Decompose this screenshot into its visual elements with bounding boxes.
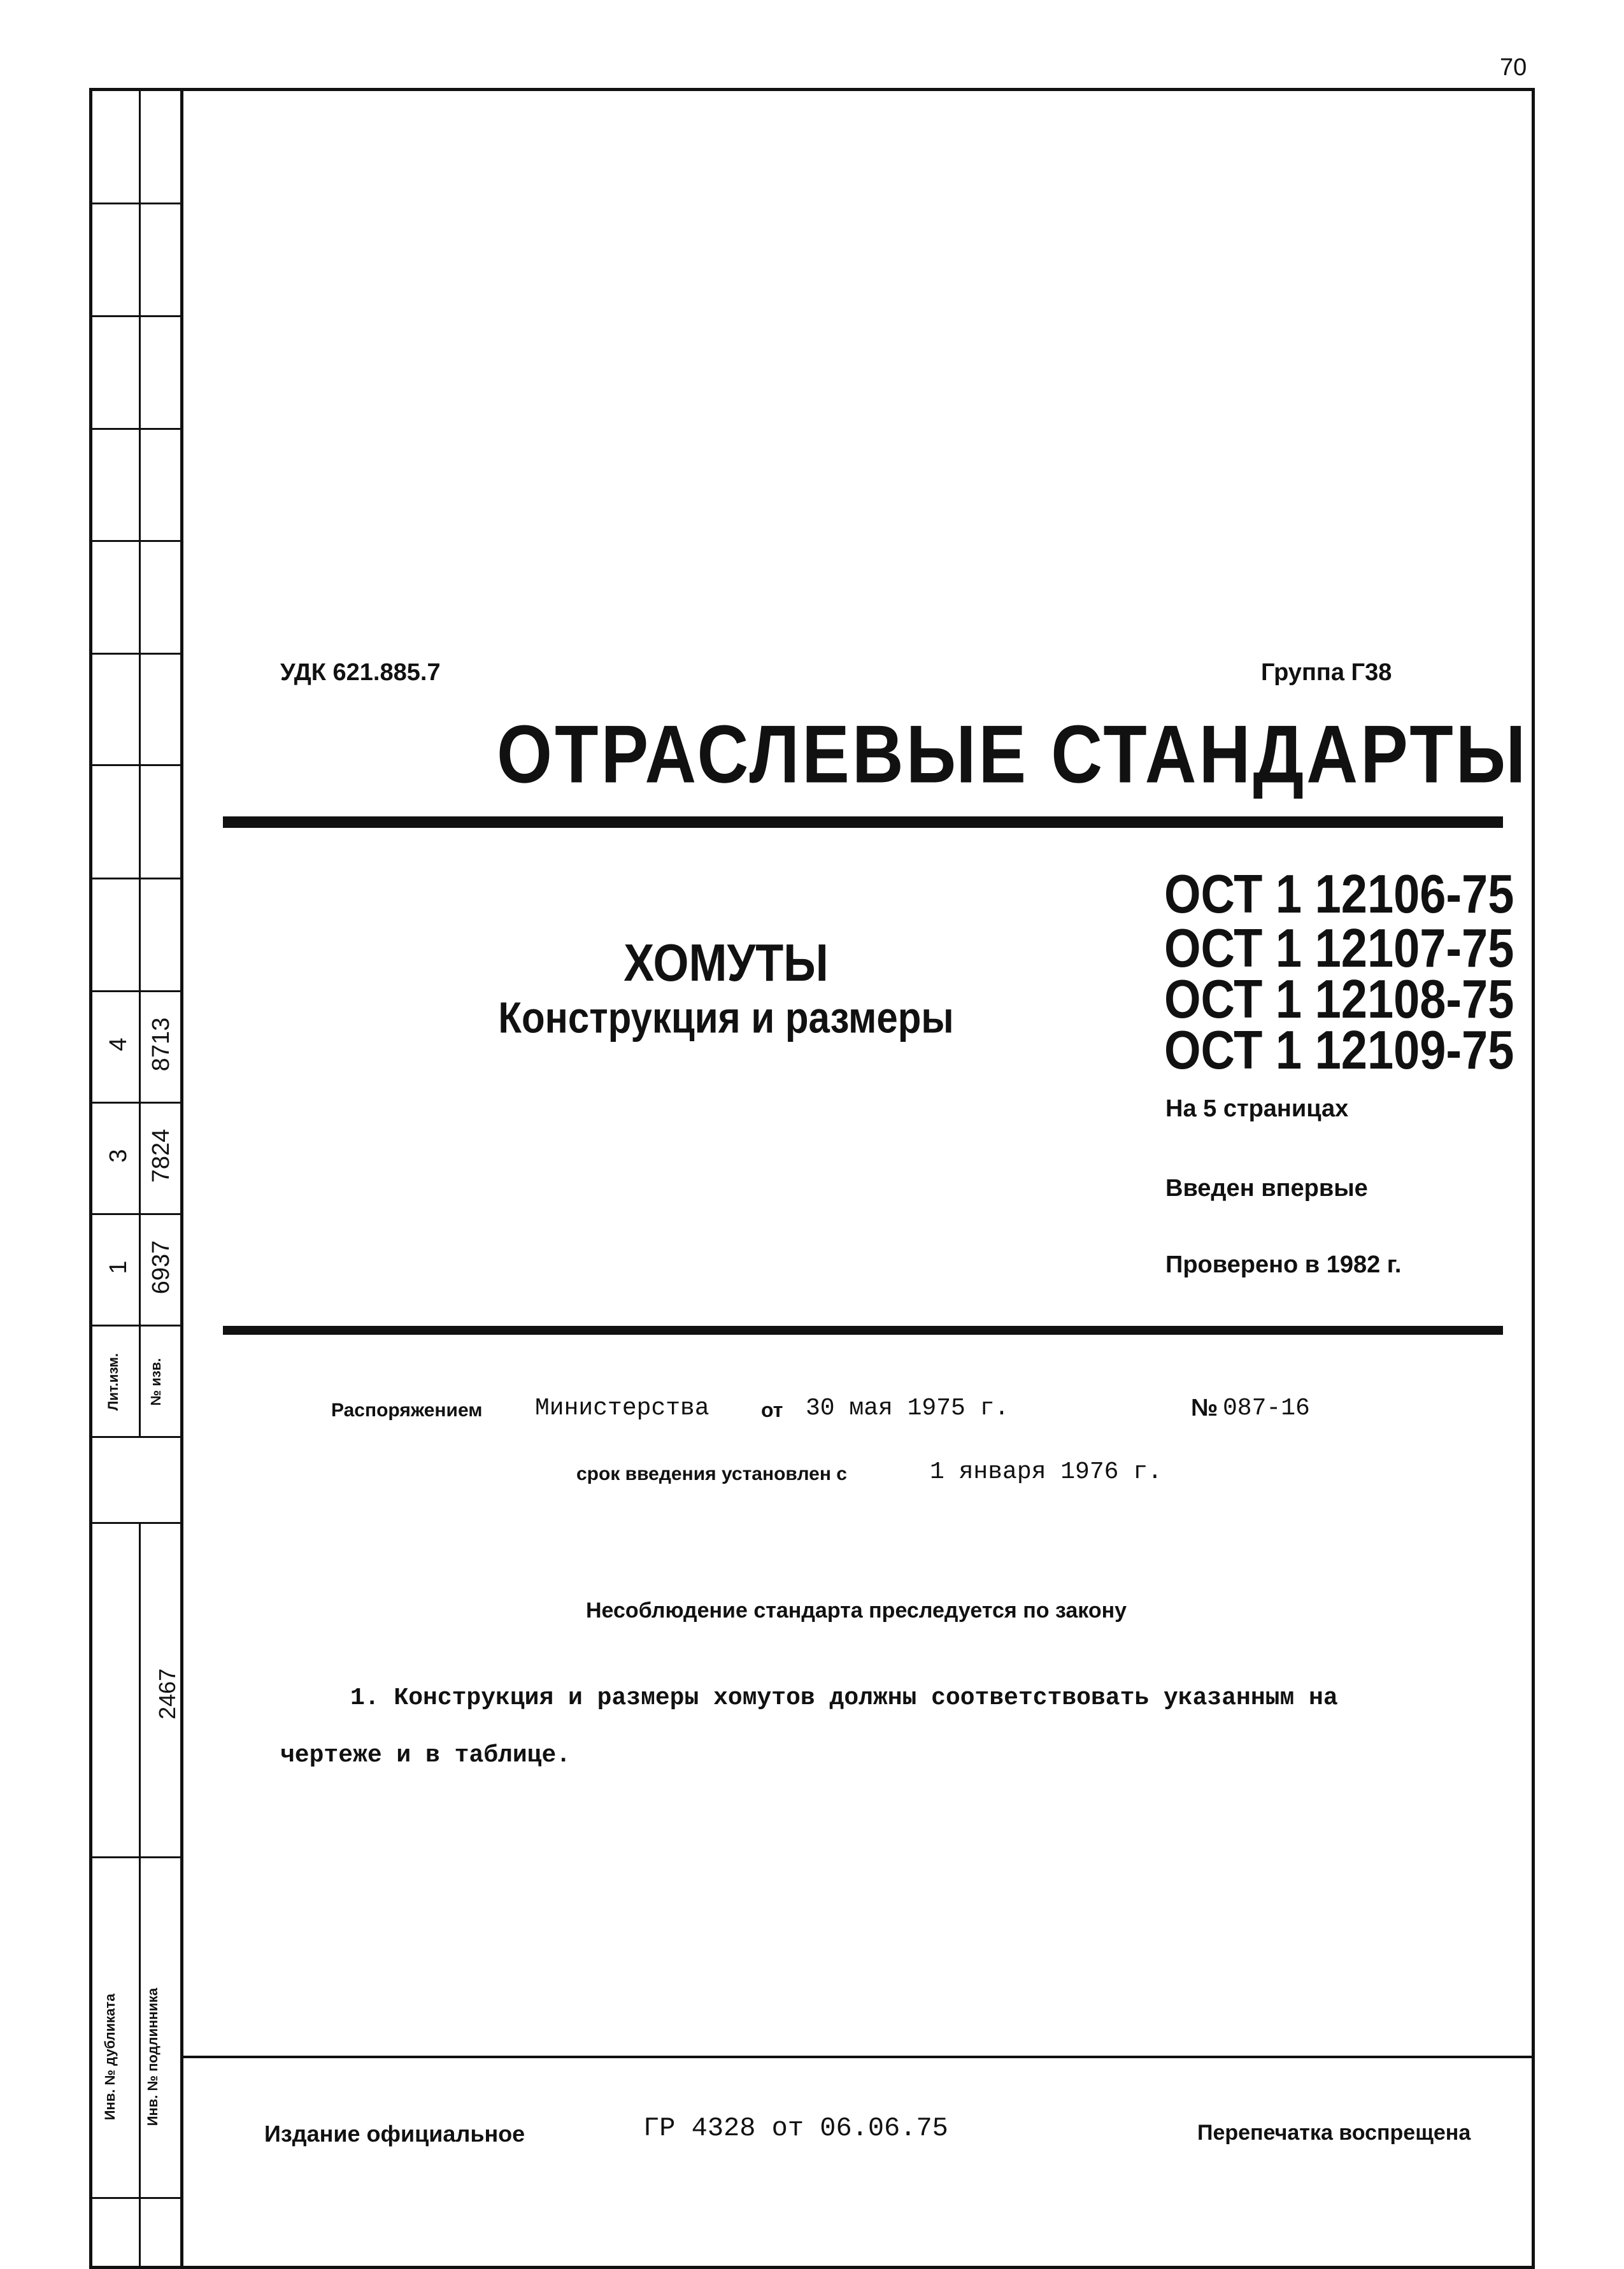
side-cell-line (89, 2197, 182, 2199)
footer-registration: ГР 4328 от 06.06.75 (643, 2113, 948, 2144)
main-title: ОТРАСЛЕВЫЕ СТАНДАРТЫ (497, 708, 1528, 800)
standard-number: ОСТ 1 12109-75 (1164, 1020, 1514, 1081)
order-number: 087-16 (1223, 1395, 1310, 1422)
side-label-inv-podlinnika: Инв. № подлинника (145, 1988, 160, 2126)
side-lit-3: 3 (105, 1149, 132, 1163)
side-inv-number: 2467 (154, 1668, 180, 1720)
side-cell-line (89, 1325, 182, 1327)
order-prefix: Распоряжением (331, 1400, 483, 1421)
standard-number: ОСТ 1 12107-75 (1164, 918, 1514, 979)
side-label-inv-dublikata: Инв. № дубликата (102, 1993, 118, 2121)
side-lit-1: 1 (105, 1260, 132, 1274)
side-lit-4: 4 (105, 1037, 132, 1051)
side-cell-line (89, 764, 182, 766)
legal-warning: Несоблюдение стандарта преследуется по закону (586, 1598, 1127, 1623)
side-cell-line (89, 990, 182, 992)
side-label-lit-izm: Лит.изм. (105, 1353, 121, 1411)
side-izv-6937: 6937 (148, 1240, 175, 1295)
udk-code: УДК 621.885.7 (280, 659, 441, 686)
pages-count: На 5 страницах (1165, 1095, 1349, 1122)
side-strip-divider (139, 88, 141, 1438)
separator-rule (223, 1326, 1503, 1335)
footer-reprint-notice: Перепечатка воспрещена (1197, 2121, 1471, 2145)
document-subtitle: Конструкция и размеры (498, 993, 954, 1042)
document-title: ХОМУТЫ (623, 934, 829, 993)
page-number: 70 (1500, 54, 1527, 81)
side-izv-7824: 7824 (148, 1128, 175, 1183)
side-cell-line (89, 1213, 182, 1215)
side-cell-line (89, 315, 182, 317)
order-number-label: № (1191, 1395, 1218, 1421)
side-cell-line (89, 1522, 182, 1524)
side-cell-line (89, 653, 182, 655)
order-authority: Министерства (535, 1395, 709, 1422)
side-strip-border (180, 88, 183, 2269)
side-cell-line (89, 1856, 182, 1858)
footer-edition: Издание официальное (264, 2121, 525, 2147)
checked-note: Проверено в 1982 г. (1165, 1251, 1402, 1278)
footer-rule (183, 2056, 1535, 2058)
order-date: 30 мая 1975 г. (806, 1395, 1009, 1422)
side-cell-line (89, 878, 182, 879)
standard-number: ОСТ 1 12108-75 (1164, 969, 1514, 1030)
side-strip-divider-lower (139, 1522, 141, 2269)
side-cell-line (89, 428, 182, 430)
title-rule (223, 816, 1503, 828)
standard-number: ОСТ 1 12106-75 (1164, 864, 1514, 925)
period-date: 1 января 1976 г. (930, 1458, 1162, 1486)
side-label-no-izv: № изв. (148, 1358, 164, 1406)
introduced-note: Введен впервые (1165, 1175, 1368, 1202)
period-label: срок введения установлен с (576, 1463, 847, 1484)
side-cell-line (89, 1102, 182, 1104)
order-from-label: от (761, 1398, 783, 1421)
body-paragraph-line: чертеже и в таблице. (280, 1742, 571, 1769)
side-izv-8713: 8713 (148, 1017, 175, 1072)
group-code: Группа Г38 (1261, 659, 1392, 686)
side-cell-line (89, 540, 182, 542)
side-cell-line (89, 1436, 182, 1438)
side-cell-line (89, 203, 182, 204)
body-paragraph-line: 1. Конструкция и размеры хомутов должны соответствовать указанным на (350, 1684, 1338, 1712)
